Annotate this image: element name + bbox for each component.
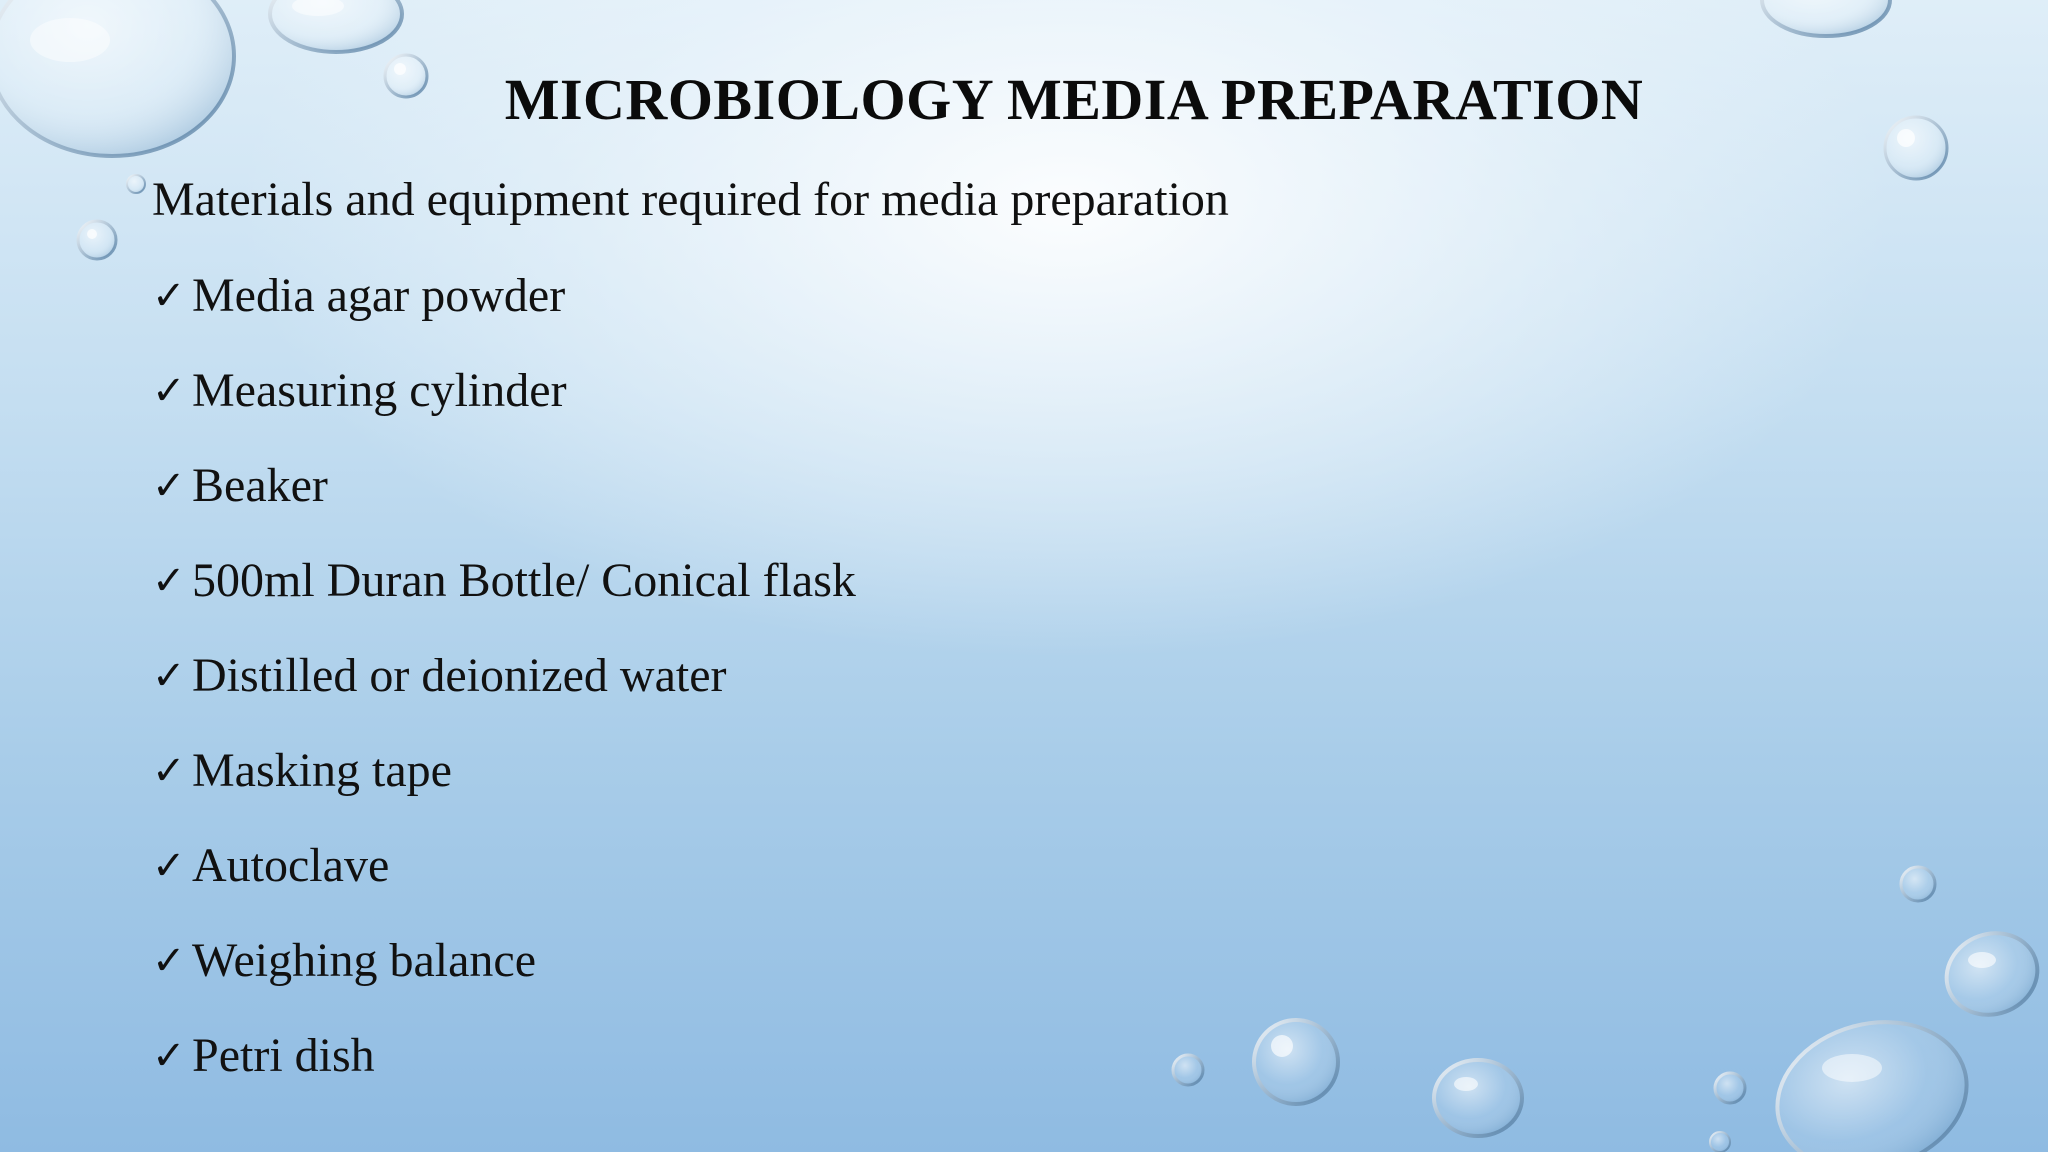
list-item (152, 838, 856, 933)
list-item (152, 648, 856, 743)
check-mark-icon: ✓ (152, 1033, 186, 1079)
list-item (152, 363, 856, 458)
check-mark-icon: ✓ (152, 843, 186, 889)
slide-title: MICROBIOLOGY MEDIA PREPARATION (504, 67, 1644, 132)
materials-list (152, 268, 856, 1123)
droplet-icon (78, 221, 116, 259)
list-item (152, 268, 856, 363)
check-mark-icon: ✓ (152, 653, 186, 699)
list-item (152, 458, 856, 553)
check-mark-icon: ✓ (152, 273, 186, 319)
droplet-icon (1710, 1132, 1730, 1152)
droplet-icon (270, 0, 402, 52)
list-item-label: Weighing balance (192, 934, 536, 987)
droplet-icon (1715, 1073, 1745, 1103)
droplet-icon (127, 175, 145, 193)
slide-subtitle: Materials and equipment required for media preparation (152, 173, 1229, 226)
check-mark-icon: ✓ (152, 558, 186, 604)
droplet-icon (1762, 0, 1890, 36)
list-item-label: 500ml Duran Bottle/ Conical flask (192, 554, 856, 607)
list-item (152, 1028, 856, 1123)
list-item (152, 743, 856, 838)
droplet-icon (1901, 867, 1935, 901)
list-item-label: Measuring cylinder (192, 364, 567, 417)
check-mark-icon: ✓ (152, 368, 186, 414)
list-item-label: Autoclave (192, 839, 390, 892)
check-mark-icon: ✓ (152, 748, 186, 794)
list-item (152, 553, 856, 648)
list-item-label: Distilled or deionized water (192, 649, 727, 702)
list-item-label: Media agar powder (192, 269, 566, 322)
droplet-icon (0, 0, 234, 156)
droplet-icon (1434, 1060, 1522, 1136)
check-mark-icon: ✓ (152, 938, 186, 984)
droplet-icon (1935, 921, 2048, 1028)
check-mark-icon: ✓ (152, 463, 186, 509)
list-item-label: Masking tape (192, 744, 452, 797)
droplet-icon (385, 55, 427, 97)
droplet-icon (1761, 1002, 1984, 1152)
list-item (152, 933, 856, 1028)
list-item-label: Petri dish (192, 1029, 375, 1082)
droplet-icon (1254, 1020, 1338, 1104)
list-item-label: Beaker (192, 459, 328, 512)
droplet-icon (1173, 1055, 1203, 1085)
droplet-icon (1885, 117, 1947, 179)
